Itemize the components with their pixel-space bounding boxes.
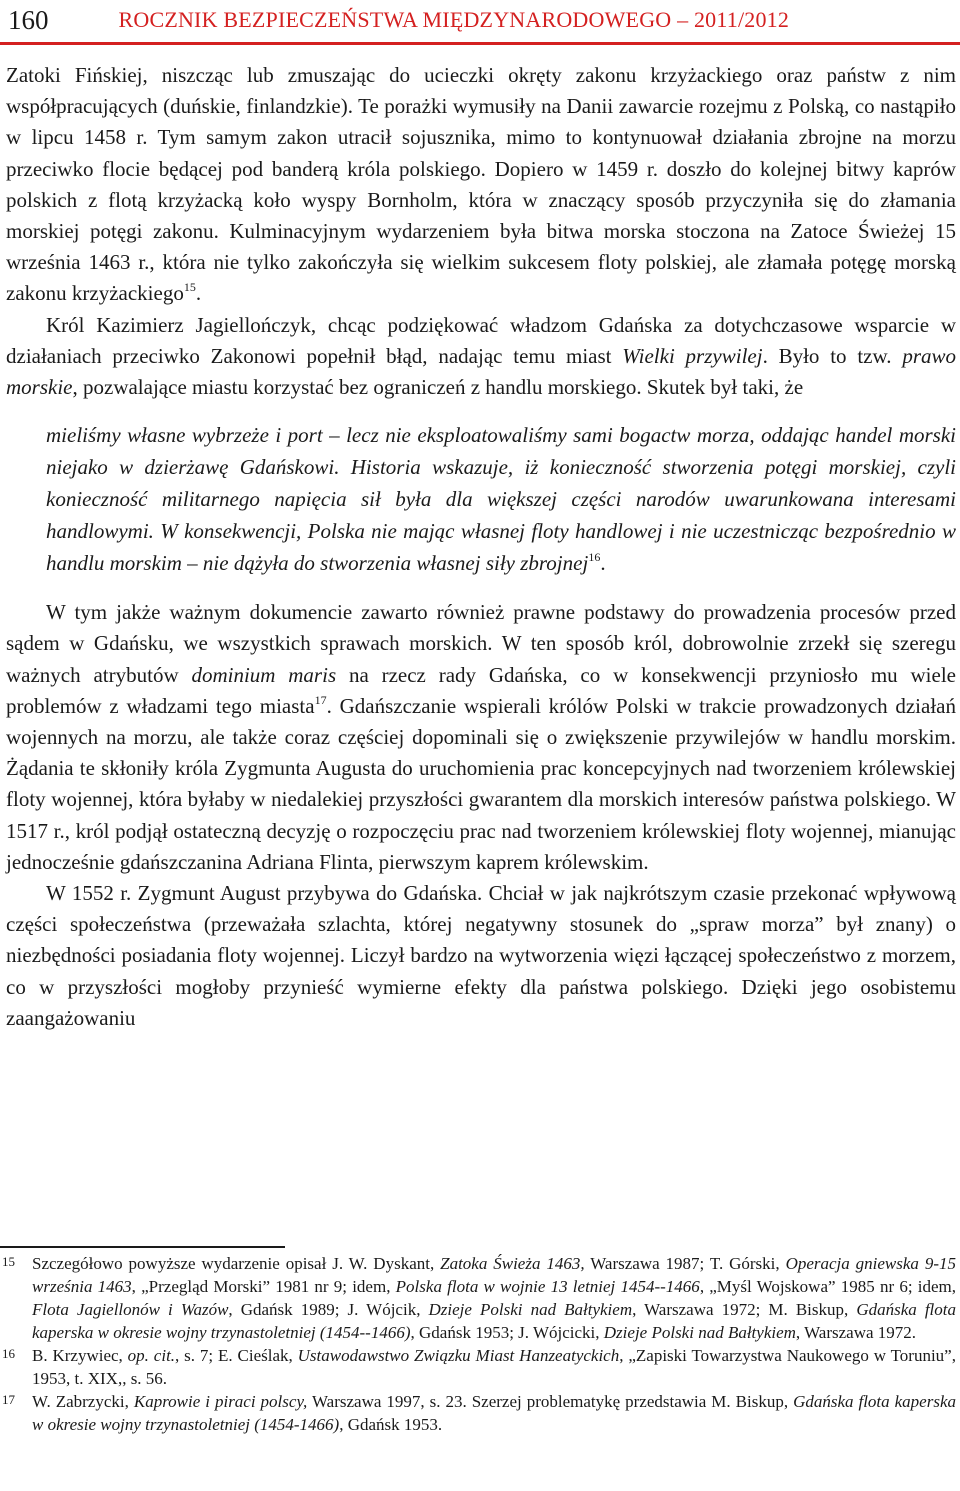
footnote-ref-15[interactable]: 15 [183,280,196,295]
block-quote: mieliśmy własne wybrzeże i port – lecz nie eksploatowaliśmy sami bogactw morza, oddając handel morski niejako w dzierżawę Gdańskowi. Historia wskazuje, iż konieczność stworzenia potęgi morskiej, czyli konieczność militarnego napięcia sił była dla większej części narodów uwarunkowana interesami handlowymi. W konsekwencji, Polska nie mając własnej floty handlowej i nie uczestnicząc bezpośrednio w handlu morskim – nie dążyła do stworzenia własnej siły zbrojnej$^{16}$. [46,423,956,576]
paragraph-3: W tym jakże ważnym dokumencie zawarto również prawne podstawy do prowadzenia procesów przed sądem w Gdańsku, we wszystkich sprawach morskich. W ten sposób król, dobrowolnie zrzekł się szeregu ważnych atrybutów dominium maris na rzecz rady Gdańska, co w konsekwencji przyniosło mu wiele problemów z władzami tego miasta$^{17}$. Gdańszczanie wspierali królów Polski w trakcie prowadzonych działań wojennych na morzu, ale także coraz częściej dopominali się o zwiększenie przywilejów w handlu morskim. Żądania te skłoniły króla Zygmunta Augusta do uruchomienia prac koncepcyjnych nad tworzeniem królewskiej floty wojennej, która byłaby w niedalekiej przyszłości gwarantem dla morskich interesów państwa polskiego. W 1517 r., król podjął ostateczną decyzję o rozpoczęciu prac nad tworzeniem królewskiej floty wojennej, mianując jednocześnie gdańszczanina Adriana Flinta, pierwszym kaprem królewskim. [6,600,956,874]
paragraph-4: W 1552 r. Zygmunt August przybywa do Gdańska. Chciał w jak najkrótszym czasie przekonać wpływową części społeczeństwa (przeważała szlachta, której negatywny stosunek do „spraw morza” był znany) o niezbędności posiadania floty wojennej. Liczył bardzo na wytworzenia więzi łączącej społeczeństwo z morzem, co w przyszłości mogłoby przynieść wymierne efekty dla państwa polskiego. Dzięki jego osobistemu zaangażowaniu [6,881,956,1030]
footnote-16: 16 B. Krzywiec, op. cit., s. 7; E. Cieślak, Ustawodawstwo Związku Miast Hanzeatyckich, „Zapiski Towarzystwa Naukowego w Toruniu”, 1953, t. XIX,, s. 56. [6,1344,956,1390]
footnote-number: 16 [2,1346,15,1361]
running-header [8,0,956,40]
page-number: 160 [8,4,49,35]
footnote-ref-17[interactable]: 17 [314,692,327,707]
footnote-separator [0,1246,285,1248]
main-text [6,60,956,1034]
header-rule [0,42,960,45]
footnote-17: 17 W. Zabrzycki, Kaprowie i piraci polscy, Warszawa 1997, s. 23. Szerzej problematykę przedstawia M. Biskup, Gdańska flota kaperska w okresie wojny trzynastoletniej (1454-1466), Gdańsk 1953. [6,1390,956,1436]
footnote-ref-16[interactable]: 16 [588,550,601,565]
footnote-number: 17 [2,1392,15,1407]
footnote-15: 15 Szczegółowo powyższe wydarzenie opisał J. W. Dyskant, Zatoka Świeża 1463, Warszawa 1987; T. Górski, Operacja gniewska 9-15 września 1463, „Przegląd Morski” 1981 nr 9; idem, Polska flota w wojnie 13 letniej 1454--1466, „Myśl Wojskowa” 1985 nr 6; idem, Flota Jagiellonów i Wazów, Gdańsk 1989; J. Wójcik, Dzieje Polski nad Bałtykiem, Warszawa 1972; M. Biskup, Gdańska flota kaperska w okresie wojny trzynastoletniej (1454--1466), Gdańsk 1953; J. Wójcicki, Dzieje Polski nad Bałtykiem, Warszawa 1972. [6,1252,956,1344]
paragraph-1: Zatoki Fińskiej, niszcząc lub zmuszając do ucieczki okręty zakonu krzyżackiego oraz państw z nim współpracujących (duńskie, finlandzkie). Te porażki wymusiły na Danii zawarcie rozejmu z Polską, co nastąpiło w lipcu 1458 r. Tym samym zakon utracił sojusznika, mimo to kontynuował działania zbrojne na morzu przeciwko flocie będącej pod banderą króla polskiego. Dopiero w 1459 r. doszło do kolejnej bitwy kaprów polskich z flotą krzyżacką koło wyspy Bornholm, która w znaczący sposób przyczyniła się do złamania morskiej potęgi zakonu. Kulminacyjnym wydarzeniem była bitwa morska stoczona na Zatoce Świeżej 15 września 1463 r., która nie tylko zakończyła się wielkim sukcesem floty polskiej, ale złamała potęgę morską zakonu krzyżackiego$^{15}$. [6,63,956,306]
journal-title: ROCZNIK BEZPIECZEŃSTWA MIĘDZYNARODOWEGO – 2011/2012 [118,7,790,32]
paragraph-2: Król Kazimierz Jagiellończyk, chcąc podziękować władzom Gdańska za dotychczasowe wsparcie w działaniach przeciwko Zakonowi popełnił błąd, nadając temu miast Wielki przywilej. Było to tzw. prawo morskie, pozwalające miastu korzystać bez ograniczeń z handlu morskiego. Skutek był taki, że [6,312,957,400]
footnotes [2,1252,957,1436]
footnote-number: 15 [2,1254,15,1269]
